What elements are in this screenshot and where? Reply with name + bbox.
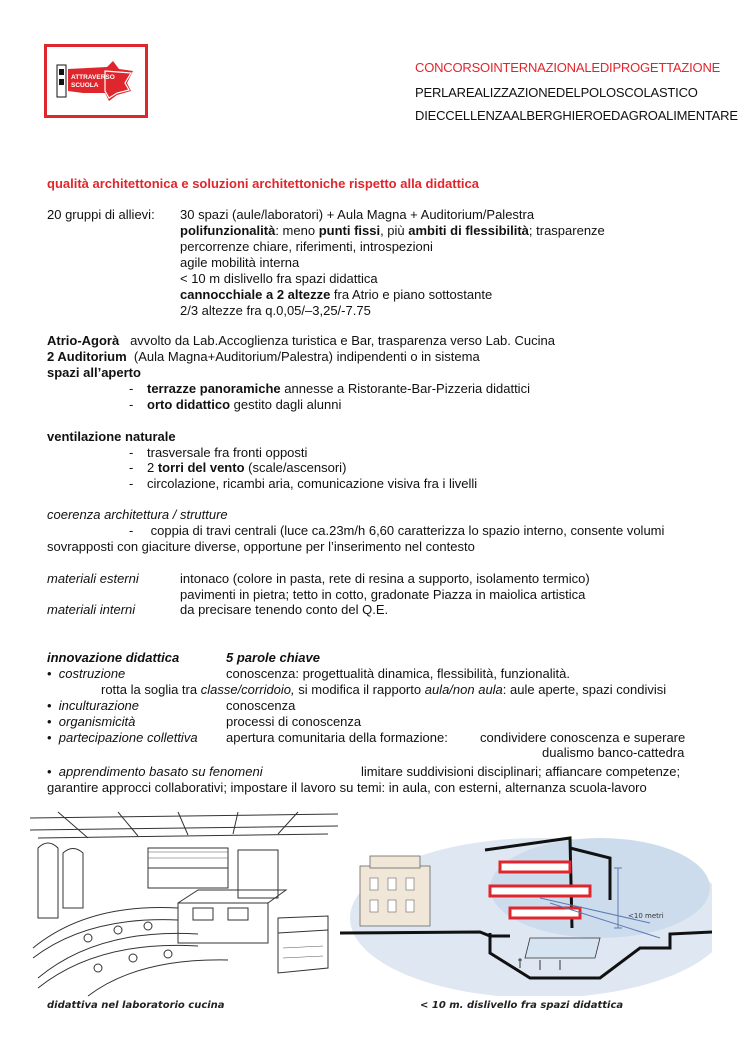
spazi-item-1: - terrazze panoramiche annesse a Ristorante-Bar-Pizzeria didattici — [129, 381, 530, 396]
auditorium-line: 2 Auditorium (Aula Magna+Auditorium/Palestra) indipendenti o in sistema — [47, 349, 480, 364]
groups-line-3: percorrenze chiare, riferimenti, introspezioni — [180, 239, 433, 254]
bullet-4-text: apertura comunitaria della formazione: — [226, 730, 448, 745]
header-line-1: CONCORSOINTERNAZIONALEDIPROGETTAZIONE — [415, 60, 721, 75]
svg-text:ATTRAVERSO: ATTRAVERSO — [71, 74, 115, 81]
bullet-3-text: processi di conoscenza — [226, 714, 362, 729]
coerenza-line-2: sovrapposti con giaciture diverse, opportune per l’inserimento nel contesto — [47, 539, 475, 554]
ventilazione-item-3: - circolazione, ricambi aria, comunicazione visiva fra i livelli — [129, 476, 478, 491]
bullet-5-cont: garantire approcci collaborativi; impostare il lavoro su temi: in aula, con esterni, alternanza scuola-lavoro — [47, 780, 647, 795]
ventilazione-item-1: - trasversale fra fronti opposti — [129, 445, 308, 460]
section-sketch — [340, 808, 712, 996]
spazi-aperto-title: spazi all’aperto — [47, 365, 141, 380]
groups-block — [180, 207, 605, 319]
bullet-1-text: conoscenza: progettualità dinamica, flessibilità, funzionalità. — [226, 666, 570, 681]
kitchen-lab-sketch — [28, 808, 340, 998]
bullet-2-text: conoscenza — [226, 698, 296, 713]
left-sketch-caption: didattiva nel laboratorio cucina — [47, 1000, 225, 1011]
annotation-10m: <10 metri — [628, 912, 664, 920]
section-title: qualità architettonica e soluzioni architettoniche rispetto alla didattica — [47, 176, 479, 191]
bullet-4-text-2: condividere conoscenza e superare — [480, 730, 686, 745]
groups-line-4: agile mobilità interna — [180, 255, 300, 270]
groups-label: 20 gruppi di allievi: — [47, 207, 155, 222]
groups-line-6: cannocchiale a 2 altezze fra Atrio e piano sottostante — [180, 287, 493, 302]
materiali-esterni-2: pavimenti in pietra; tetto in cotto, gradonate Piazza in maiolica artistica — [180, 587, 586, 602]
logo — [44, 44, 148, 118]
bullet-4: • partecipazione collettiva — [47, 730, 198, 745]
bullet-5-text: limitare suddivisioni disciplinari; affiancare competenze; — [361, 764, 681, 779]
materiali-interni-label: materiali interni — [47, 602, 136, 617]
materiali-esterni-label: materiali esterni — [47, 571, 139, 586]
header-line-3: DIECCELLENZAALBERGHIEROEDAGROALIMENTARE — [415, 108, 738, 123]
groups-line-1: 30 spazi (aule/laboratori) + Aula Magna + Auditorium/Palestra — [180, 207, 535, 222]
bullet-1-cont: rotta la soglia tra classe/corridoio, si modifica il rapporto aula/non aula: aule aperte, spazi condivisi — [101, 682, 667, 697]
bullet-3: • organismicità — [47, 714, 136, 729]
logo-mark — [47, 47, 145, 115]
ventilazione-item-2: - 2 torri del vento (scale/ascensori) — [129, 460, 347, 475]
materiali-interni-1: da precisare tenendo conto del Q.E. — [180, 602, 389, 617]
coerenza-title: coerenza architettura / strutture — [47, 507, 228, 522]
innovazione-subtitle: 5 parole chiave — [226, 650, 320, 665]
materiali-esterni-1: intonaco (colore in pasta, rete di resina a supporto, isolamento termico) — [180, 571, 590, 586]
svg-text:SCUOLA: SCUOLA — [71, 82, 99, 89]
bullet-5: • apprendimento basato su fenomeni — [47, 764, 263, 779]
header-line-2: PERLAREALIZZAZIONEDELPOLOSCOLASTICO — [415, 85, 698, 100]
bullet-4-text-3: dualismo banco-cattedra — [542, 745, 685, 760]
atrio-line: Atrio-Agorà avvolto da Lab.Accoglienza turistica e Bar, trasparenza verso Lab. Cucina — [47, 333, 555, 348]
groups-line-7: 2/3 altezze fra q.0,05/–3,25/-7.75 — [180, 303, 371, 318]
groups-line-2: polifunzionalità: meno punti fissi, più ambiti di flessibilità; trasparenze — [180, 223, 605, 238]
bullet-2: • inculturazione — [47, 698, 140, 713]
innovazione-title: innovazione didattica — [47, 650, 180, 665]
spazi-item-2: - orto didattico gestito dagli alunni — [129, 397, 342, 412]
coerenza-line-1: - coppia di travi centrali (luce ca.23m/h 6,60 caratterizza lo spazio interno, consente volumi — [129, 523, 665, 538]
groups-line-5: < 10 m dislivello fra spazi didattica — [180, 271, 378, 286]
ventilazione-title: ventilazione naturale — [47, 429, 176, 444]
bullet-1: • costruzione — [47, 666, 126, 681]
right-sketch-caption: < 10 m. dislivello fra spazi didattica — [420, 1000, 624, 1011]
